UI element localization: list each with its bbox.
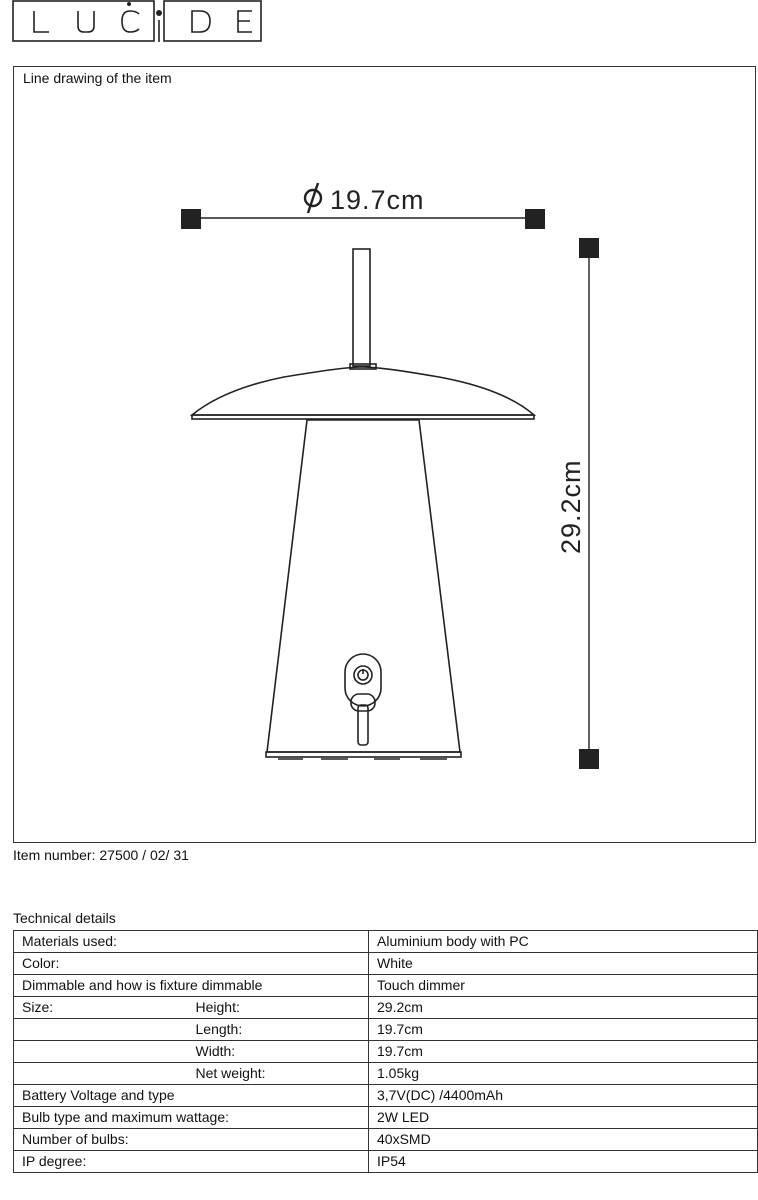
diameter-label: 19.7cm xyxy=(330,185,425,215)
technical-details-caption: Technical details xyxy=(13,910,116,926)
spec-value: 29.2cm xyxy=(369,997,758,1019)
table-row xyxy=(14,1107,758,1129)
table-row xyxy=(14,931,758,953)
table-row xyxy=(14,997,758,1019)
height-label: 29.2cm xyxy=(556,459,586,554)
table-row xyxy=(14,975,758,997)
table-row xyxy=(14,1085,758,1107)
spec-value: 40xSMD xyxy=(369,1129,758,1151)
spec-sublabel: Length: xyxy=(186,1019,369,1041)
spec-value: 19.7cm xyxy=(369,1041,758,1063)
spec-label: Bulb type and maximum wattage: xyxy=(14,1107,369,1129)
spec-value: IP54 xyxy=(369,1151,758,1173)
spec-sublabel: Net weight: xyxy=(186,1063,369,1085)
spec-label xyxy=(14,1063,186,1085)
table-row xyxy=(14,1063,758,1085)
spec-value: 1.05kg xyxy=(369,1063,758,1085)
spec-label: IP degree: xyxy=(14,1151,369,1173)
spec-value: 3,7V(DC) /4400mAh xyxy=(369,1085,758,1107)
spec-sublabel: Width: xyxy=(186,1041,369,1063)
diameter-symbol-icon xyxy=(305,183,321,213)
spec-label: Number of bulbs: xyxy=(14,1129,369,1151)
spec-label: Color: xyxy=(14,953,369,975)
spec-label xyxy=(14,1019,186,1041)
spec-value: 2W LED xyxy=(369,1107,758,1129)
spec-value: 19.7cm xyxy=(369,1019,758,1041)
table-row xyxy=(14,1019,758,1041)
spec-label: Size: xyxy=(14,997,186,1019)
line-drawing-frame xyxy=(13,66,756,843)
spec-label: Battery Voltage and type xyxy=(14,1085,369,1107)
drawing-caption: Line drawing of the item xyxy=(23,70,172,86)
table-row xyxy=(14,953,758,975)
spec-value: White xyxy=(369,953,758,975)
item-number: Item number: 27500 / 02/ 31 xyxy=(13,847,189,863)
table-row xyxy=(14,1041,758,1063)
diameter-dimension xyxy=(181,183,545,229)
lucide-logo xyxy=(12,0,262,42)
spec-label xyxy=(14,1041,186,1063)
lamp-outline xyxy=(192,249,534,759)
spec-value: Touch dimmer xyxy=(369,975,758,997)
spec-label: Materials used: xyxy=(14,931,369,953)
table-row xyxy=(14,1151,758,1173)
spec-sublabel: Height: xyxy=(186,997,369,1019)
lamp-line-drawing xyxy=(14,67,755,842)
spec-value: Aluminium body with PC xyxy=(369,931,758,953)
table-row xyxy=(14,1129,758,1151)
spec-label: Dimmable and how is fixture dimmable xyxy=(14,975,369,997)
height-dimension xyxy=(556,238,599,769)
technical-details-table xyxy=(13,930,758,1173)
